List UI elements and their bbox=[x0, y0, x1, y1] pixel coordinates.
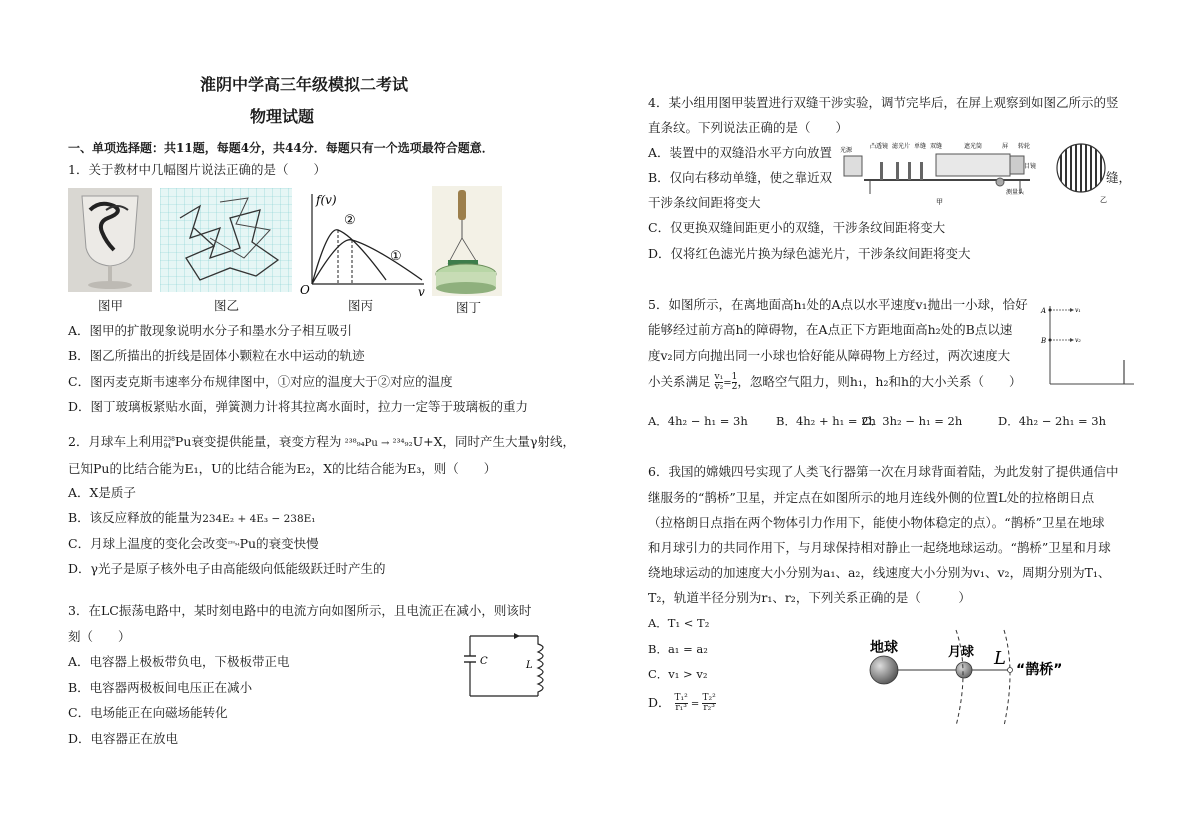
q3-stem-line2: 刻（ ） bbox=[68, 629, 131, 644]
q6-option-c: C．v₁ > v₂ bbox=[648, 667, 708, 681]
q3-label-l: L bbox=[526, 660, 533, 671]
q2-option-b-label: B．该反应释放的能量为 bbox=[68, 510, 203, 525]
q4-stem-line1: 4．某小组用图甲装置进行双缝干涉实验，调节完毕后，在屏上观察到如图乙所示的竖 bbox=[648, 95, 1119, 110]
q5-label-v1: v₁ bbox=[1075, 307, 1081, 314]
q4-option-b-line2: 干涉条纹间距将变大 bbox=[648, 195, 761, 210]
q2-pu: Pu bbox=[174, 434, 192, 449]
q5-stem-line2: 能够经过前方高h的障碍物，在A点正下方距地面高h₂处的B点以速 bbox=[648, 322, 1013, 337]
q5-ratio-num: v₁ bbox=[714, 372, 724, 382]
q1-stem: 1．关于教材中几幅图片说法正确的是（ ） bbox=[68, 162, 326, 177]
q5-projectile-figure bbox=[1040, 294, 1136, 388]
q1-graph-curve1: ① bbox=[390, 249, 402, 264]
q3-option-c: C．电场能正在向磁场能转化 bbox=[68, 705, 228, 720]
q4-label-head: 测量头 bbox=[1006, 189, 1025, 196]
q6-stem-line1: 6．我国的嫦娥四号实现了人类飞行器第一次在月球背面着陆，为此发射了提供通信中 bbox=[648, 464, 1119, 479]
q6-optd-right bbox=[702, 694, 715, 713]
q6-label-moon: 月球 bbox=[948, 645, 975, 660]
q4-label-single: 单缝 bbox=[914, 143, 927, 150]
q6-optd-rden: r₂³ bbox=[703, 703, 715, 713]
q4-apparatus-figure bbox=[840, 136, 1036, 208]
q6-label-l: L bbox=[994, 648, 1006, 669]
q5-stem-line1: 5．如图所示，在离地面高h₁处的A点以水平速度v₁抛出一小球，恰好 bbox=[648, 297, 1028, 312]
q6-option-a: A．T₁ < T₂ bbox=[648, 616, 710, 630]
q5-speed-ratio bbox=[715, 373, 724, 392]
q6-stem-line2: 继服务的“鹊桥”卫星，并定点在如图所示的地月连线外侧的位置L处的拉格朗日点 bbox=[648, 490, 1095, 505]
q2-option-d: D．γ光子是原子核外电子由高能级向低能级跃迁时产生的 bbox=[68, 561, 386, 576]
section-heading: 一、单项选择题：共11题，每题4分，共44分．每题只有一个选项最符合题意． bbox=[68, 141, 494, 155]
q4-option-d: D．仅将红色滤光片换为绿色滤光片，干涉条纹间距将变大 bbox=[648, 246, 971, 261]
q5-label-v2: v₂ bbox=[1075, 337, 1081, 344]
q1-caption-jia: 图甲 bbox=[98, 298, 124, 313]
q1-graph-curve2: ② bbox=[344, 213, 356, 228]
q5-label-a: A bbox=[1041, 307, 1047, 315]
q2-option-c-a: C．月球上温度的变化会改变 bbox=[68, 536, 228, 551]
q4-option-c: C．仅更换双缝间距更小的双缝，干涉条纹间距将变大 bbox=[648, 220, 946, 235]
q6-stem-line6: T₂，轨道半径分别为r₁、r₂，下列关系正确的是（ ） bbox=[648, 590, 971, 605]
q2-option-c: C．月球上温度的变化会改变²³⁸₉₄Pu的衰变快慢 bbox=[68, 536, 319, 551]
q2-option-c-pu: Pu bbox=[239, 536, 257, 551]
exam-title: 淮阴中学高三年级模拟二考试 bbox=[200, 75, 409, 94]
q1-figure-yi bbox=[160, 188, 292, 292]
q5-option-d: D．4h₂ − 2h₁ = 3h bbox=[998, 414, 1107, 428]
q5-label-b: B bbox=[1041, 337, 1047, 345]
q2-option-a: A．X是质子 bbox=[68, 485, 136, 500]
q4-label-light: 光源 bbox=[840, 147, 853, 154]
q1-figure-bing bbox=[294, 186, 430, 298]
q6-stem-line4: 和月球引力的共同作用下，与月球保持相对静止一起绕地球运动。“鹊桥”卫星和月球 bbox=[648, 540, 1111, 555]
q1-option-d: D．图丁玻璃板紧贴水面，弹簧测力计将其拉离水面时，拉力一定等于玻璃板的重力 bbox=[68, 399, 529, 414]
q1-figure-ding bbox=[432, 186, 502, 296]
q3-option-d: D．电容器正在放电 bbox=[68, 731, 179, 746]
q3-lc-circuit bbox=[462, 626, 550, 702]
q4-label-double: 双缝 bbox=[930, 143, 943, 150]
q4-label-yi: 乙 bbox=[1100, 196, 1107, 204]
q5-stem-line4-a: 小关系满足 bbox=[648, 374, 711, 389]
q5-option-a: A．4h₂ − h₁ = 3h bbox=[648, 414, 748, 428]
q4-option-b bbox=[648, 170, 832, 186]
q4-label-knob: 转轮 bbox=[1018, 143, 1031, 150]
q2-stem-c: U+X，同时产生大量γ射线， bbox=[412, 434, 575, 449]
q5-half-num: 1 bbox=[731, 372, 738, 382]
q5-option-b: B．4h₂ + h₁ = 2h bbox=[776, 414, 876, 428]
q6-optd-rnum: T₂² bbox=[702, 693, 716, 703]
q2-option-b-formula: 234E₂ + 4E₃ − 238E₁ bbox=[202, 513, 316, 525]
q4-label-eyepiece: 目镜 bbox=[1024, 163, 1036, 170]
q1-graph-origin: O bbox=[300, 283, 310, 297]
q6-option-d: D． $\frac{\text{T₁²}}{\text{r₁³}}$ = $\frac{\text{T₂²}}{\text{r₂³}}$ bbox=[648, 693, 716, 713]
q3-stem-line1: 3．在LC振荡电路中，某时刻电路中的电流方向如图所示，且电流正在减小，则该时 bbox=[68, 603, 532, 618]
q6-stem-line3: （拉格朗日点指在两个物体引力作用下，能使小物体稳定的点）。“鹊桥”卫星在地球 bbox=[648, 515, 1105, 530]
q4-option-b-a: B．仅向右移动单缝，使之靠近双 bbox=[648, 170, 833, 185]
subject-title: 物理试题 bbox=[250, 107, 315, 126]
q1-caption-bing: 图丙 bbox=[348, 298, 374, 313]
q1-caption-ding: 图丁 bbox=[456, 300, 482, 315]
q5-option-c: C．3h₂ − h₁ = 2h bbox=[862, 414, 963, 428]
q4-label-tube: 遮光筒 bbox=[964, 143, 983, 150]
q2-stem-b: 衰变提供能量，衰变方程为 bbox=[191, 434, 342, 449]
q4-stem-line2: 直条纹。下列说法正确的是（ ） bbox=[648, 120, 849, 135]
q4-label-filter: 滤光片 bbox=[892, 143, 911, 150]
q3-option-b: B．电容器两极板间电压正在减小 bbox=[68, 680, 253, 695]
q5-stem-line4-b: ，忽略空气阻力，则h₁，h₂和h的大小关系（ ） bbox=[737, 374, 1022, 389]
q6-option-d-label: D． bbox=[648, 695, 671, 710]
q1-graph-ylabel: f(v) bbox=[316, 193, 337, 207]
q4-option-a: A．装置中的双缝沿水平方向放置 bbox=[648, 145, 833, 160]
q2-stem: 2．月球车上利用 238 94 Pu衰变提供能量，衰变方程为 ²³⁸₉₄Pu → ²³⁴₉₂U+X，同时产生大量γ射线， bbox=[68, 434, 575, 450]
q2-option-c-b: 的衰变快慢 bbox=[256, 536, 319, 551]
q6-optd-left bbox=[675, 694, 688, 713]
q4-label-jia: 甲 bbox=[936, 198, 943, 206]
q2-pu-z: 94 bbox=[163, 442, 172, 450]
q1-caption-yi: 图乙 bbox=[214, 298, 240, 313]
q5-ratio-den: v₂ bbox=[714, 382, 724, 392]
q1-option-c: C．图丙麦克斯韦速率分布规律图中，①对应的温度大于②对应的温度 bbox=[68, 374, 453, 389]
q2-pu-mass: 238 bbox=[163, 435, 175, 443]
q5-stem-line3: 度v₂同方向抛出同一小球也恰好能从障碍物上方经过，两次速度大 bbox=[648, 348, 1011, 363]
q6-stem-line5: 绕地球运动的加速度大小分别为a₁、a₂，线速度大小分别为v₁、v₂，周期分别为T₁、 bbox=[648, 565, 1111, 580]
q6-optd-lnum: T₁² bbox=[674, 693, 688, 703]
q6-label-bridge: “鹊桥” bbox=[1016, 662, 1063, 678]
q2-stem-a: 2．月球车上利用 bbox=[68, 434, 164, 449]
q2-stem-line2: 已知Pu的比结合能为E₁，U的比结合能为E₂，X的比结合能为E₃，则（ ） bbox=[68, 461, 497, 476]
q6-earth-moon-figure bbox=[860, 626, 1100, 736]
q3-option-a: A．电容器上极板带负电，下极板带正电 bbox=[68, 654, 290, 669]
q4-label-screen: 屏 bbox=[1002, 143, 1009, 150]
q5-stem-line4 bbox=[648, 373, 1022, 392]
q1-graph-xlabel: v bbox=[418, 285, 425, 298]
q6-optd-lden: r₁³ bbox=[675, 703, 687, 713]
q3-label-c: C bbox=[480, 656, 488, 667]
q1-figure-jia bbox=[68, 188, 152, 292]
q6-option-b: B．a₁ = a₂ bbox=[648, 642, 708, 656]
q4-label-lens: 凸透镜 bbox=[870, 143, 889, 150]
q1-option-b: B．图乙所描出的折线是固体小颗粒在水中运动的轨迹 bbox=[68, 348, 365, 363]
q4-option-b-tail: 缝， bbox=[1106, 170, 1132, 185]
q4-fringe-figure bbox=[1054, 140, 1108, 204]
q5-half-den: 2 bbox=[731, 382, 738, 392]
q5-ratio-eq: = bbox=[723, 378, 732, 389]
q6-label-earth: 地球 bbox=[870, 640, 898, 656]
q1-option-a: A．图甲的扩散现象说明水分子和墨水分子相互吸引 bbox=[68, 323, 353, 338]
q2-option-b bbox=[68, 510, 316, 527]
